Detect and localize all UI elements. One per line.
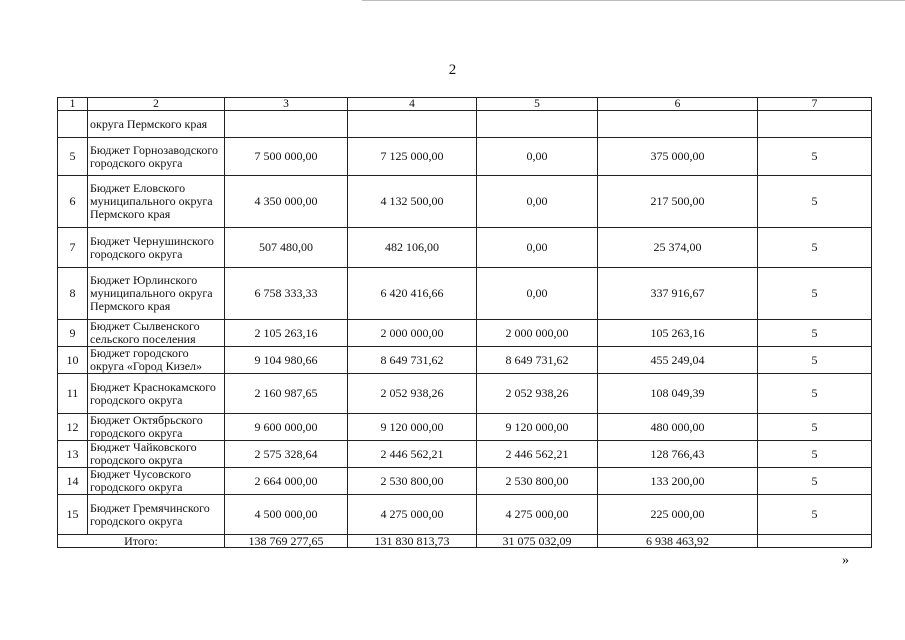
closing-quote-mark: »	[842, 553, 849, 568]
table-row	[58, 320, 872, 347]
total-row	[58, 535, 872, 548]
value-cell-col4: 482 106,00	[348, 228, 477, 268]
row-number-cell	[58, 111, 88, 138]
value-cell-col5: 2 530 800,00	[477, 468, 598, 495]
value-cell-col5: 2 446 562,21	[477, 441, 598, 468]
value-cell-col4: 2 446 562,21	[348, 441, 477, 468]
budget-name-cell: Бюджет Еловского муниципального округа Пермского края	[88, 176, 225, 228]
table-row	[58, 414, 872, 441]
column-number: 7	[758, 98, 872, 111]
value-cell-col3: 2 575 328,64	[225, 441, 348, 468]
value-cell	[225, 111, 348, 138]
value-cell-col7: 5	[758, 268, 872, 320]
value-cell-col7: 5	[758, 414, 872, 441]
page-number: 2	[448, 62, 457, 78]
row-number-cell: 11	[58, 374, 88, 414]
budget-name-cell: Бюджет Горнозаводского городского округа	[88, 138, 225, 176]
value-cell	[758, 111, 872, 138]
value-cell-col6: 128 766,43	[598, 441, 758, 468]
row-number-cell: 6	[58, 176, 88, 228]
value-cell-col7: 5	[758, 228, 872, 268]
budget-name-cell: Бюджет Чайковского городского округа	[88, 441, 225, 468]
table-row	[58, 468, 872, 495]
budget-name-cell: Бюджет городского округа «Город Кизел»	[88, 347, 225, 374]
value-cell-col4: 9 120 000,00	[348, 414, 477, 441]
row-number-cell: 9	[58, 320, 88, 347]
value-cell-col3: 9 104 980,66	[225, 347, 348, 374]
value-cell-col7: 5	[758, 495, 872, 535]
value-cell-col7: 5	[758, 374, 872, 414]
value-cell-col7: 5	[758, 441, 872, 468]
row-number-cell: 5	[58, 138, 88, 176]
budget-name-cell: округа Пермского края	[88, 111, 225, 138]
value-cell-col7: 5	[758, 138, 872, 176]
value-cell-col6: 225 000,00	[598, 495, 758, 535]
budget-name-cell: Бюджет Чусовского городского округа	[88, 468, 225, 495]
value-cell-col4: 2 530 800,00	[348, 468, 477, 495]
row-number-cell: 8	[58, 268, 88, 320]
value-cell-col3: 4 350 000,00	[225, 176, 348, 228]
column-number: 3	[225, 98, 348, 111]
value-cell-col5: 9 120 000,00	[477, 414, 598, 441]
value-cell-col6: 108 049,39	[598, 374, 758, 414]
value-cell	[348, 111, 477, 138]
table-row	[58, 441, 872, 468]
row-number-cell: 14	[58, 468, 88, 495]
value-cell	[477, 111, 598, 138]
value-cell-col4: 4 132 500,00	[348, 176, 477, 228]
row-number-cell: 7	[58, 228, 88, 268]
row-number-cell: 12	[58, 414, 88, 441]
value-cell-col3: 507 480,00	[225, 228, 348, 268]
budget-name-cell: Бюджет Сылвенского сельского поселения	[88, 320, 225, 347]
budget-name-cell: Бюджет Чернушинского городского округа	[88, 228, 225, 268]
budget-name-cell: Бюджет Октябрьского городского округа	[88, 414, 225, 441]
value-cell-col6: 455 249,04	[598, 347, 758, 374]
budget-table	[57, 97, 872, 548]
table-row	[58, 228, 872, 268]
value-cell-col3: 2 160 987,65	[225, 374, 348, 414]
total-label: Итого:	[58, 535, 225, 548]
value-cell-col6: 375 000,00	[598, 138, 758, 176]
value-cell-col5: 2 000 000,00	[477, 320, 598, 347]
value-cell-col5: 0,00	[477, 138, 598, 176]
value-cell-col4: 8 649 731,62	[348, 347, 477, 374]
table-row	[58, 347, 872, 374]
total-value-c3: 138 769 277,65	[225, 535, 348, 548]
table-row-continued	[58, 111, 872, 138]
value-cell-col4: 2 000 000,00	[348, 320, 477, 347]
total-value-c4: 131 830 813,73	[348, 535, 477, 548]
value-cell-col3: 4 500 000,00	[225, 495, 348, 535]
value-cell-col6: 105 263,16	[598, 320, 758, 347]
value-cell-col4: 4 275 000,00	[348, 495, 477, 535]
top-rule	[362, 0, 905, 1]
table-row	[58, 495, 872, 535]
value-cell	[598, 111, 758, 138]
column-number: 4	[348, 98, 477, 111]
value-cell-col3: 9 600 000,00	[225, 414, 348, 441]
value-cell-col6: 337 916,67	[598, 268, 758, 320]
value-cell-col6: 25 374,00	[598, 228, 758, 268]
value-cell-col5: 0,00	[477, 176, 598, 228]
value-cell-col6: 480 000,00	[598, 414, 758, 441]
value-cell-col4: 6 420 416,66	[348, 268, 477, 320]
table-row	[58, 268, 872, 320]
column-number: 6	[598, 98, 758, 111]
value-cell-col7: 5	[758, 320, 872, 347]
value-cell-col3: 2 664 000,00	[225, 468, 348, 495]
table-row	[58, 374, 872, 414]
row-number-cell: 10	[58, 347, 88, 374]
value-cell-col5: 0,00	[477, 268, 598, 320]
value-cell-col5: 2 052 938,26	[477, 374, 598, 414]
value-cell-col3: 6 758 333,33	[225, 268, 348, 320]
row-number-cell: 13	[58, 441, 88, 468]
value-cell-col4: 2 052 938,26	[348, 374, 477, 414]
value-cell-col7: 5	[758, 347, 872, 374]
column-number: 2	[88, 98, 225, 111]
budget-name-cell: Бюджет Юрлинского муниципального округа Пермского края	[88, 268, 225, 320]
table-row	[58, 138, 872, 176]
value-cell-col6: 217 500,00	[598, 176, 758, 228]
column-number: 1	[58, 98, 88, 111]
row-number-cell: 15	[58, 495, 88, 535]
value-cell-col7: 5	[758, 468, 872, 495]
value-cell-col5: 0,00	[477, 228, 598, 268]
budget-name-cell: Бюджет Гремячинского городского округа	[88, 495, 225, 535]
table-row	[58, 176, 872, 228]
column-number-row	[58, 98, 872, 111]
value-cell-col3: 7 500 000,00	[225, 138, 348, 176]
total-value-c5: 31 075 032,09	[477, 535, 598, 548]
value-cell-col5: 8 649 731,62	[477, 347, 598, 374]
value-cell-col6: 133 200,00	[598, 468, 758, 495]
value-cell-col4: 7 125 000,00	[348, 138, 477, 176]
value-cell-col7: 5	[758, 176, 872, 228]
value-cell-col5: 4 275 000,00	[477, 495, 598, 535]
total-value-c7	[758, 535, 872, 548]
value-cell-col3: 2 105 263,16	[225, 320, 348, 347]
total-value-c6: 6 938 463,92	[598, 535, 758, 548]
column-number: 5	[477, 98, 598, 111]
budget-name-cell: Бюджет Краснокамского городского округа	[88, 374, 225, 414]
